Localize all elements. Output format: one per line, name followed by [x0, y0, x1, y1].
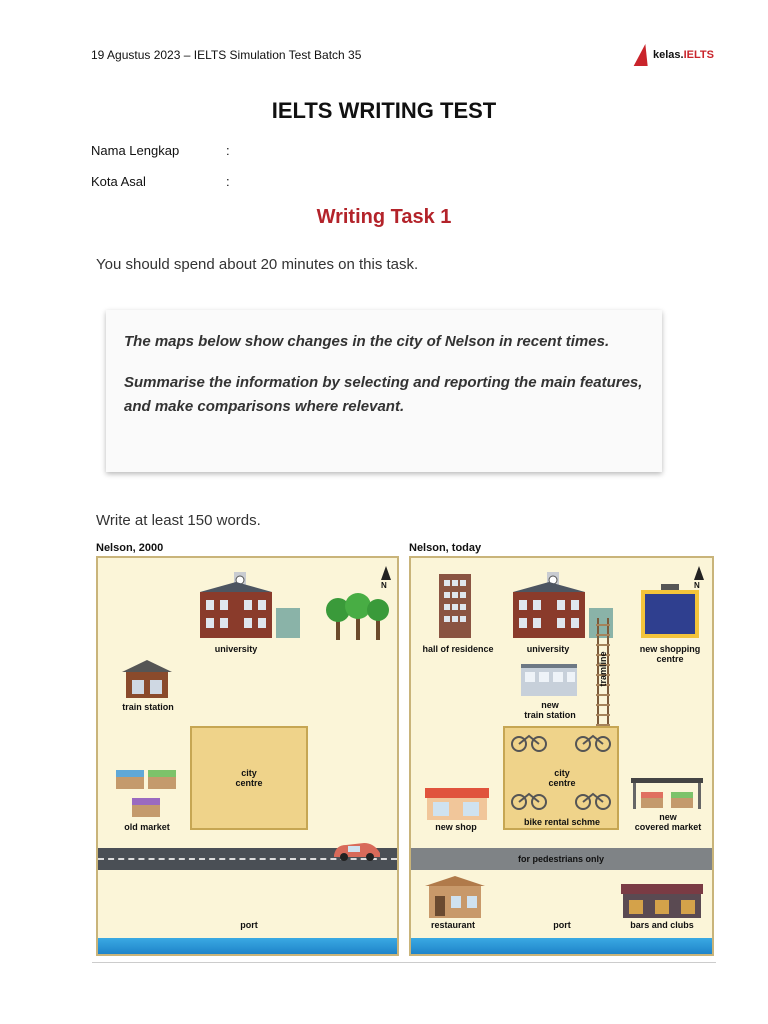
- page-divider: [92, 962, 716, 963]
- map-2000-title: Nelson, 2000: [96, 542, 164, 554]
- map-2000: [96, 556, 399, 956]
- port-label: port: [240, 920, 258, 930]
- new-shop-label: new shop: [435, 822, 477, 832]
- page-title: IELTS WRITING TEST: [271, 98, 497, 123]
- pedestrians-label: for pedestrians only: [517, 854, 605, 864]
- trees-icon: [324, 588, 390, 644]
- restaurant-label: restaurant: [430, 920, 475, 930]
- university-label: university: [526, 644, 570, 654]
- task-title: Writing Task 1: [316, 206, 452, 228]
- university-label: university: [214, 644, 258, 654]
- logo-mark-icon: [634, 44, 653, 66]
- name-field-colon: :: [226, 143, 230, 158]
- shopping-centre-icon: [639, 582, 701, 640]
- covered-market-label: new covered market: [634, 812, 702, 832]
- city-field-colon: :: [226, 174, 230, 189]
- restaurant-icon: [423, 874, 487, 920]
- task-prompt-box: [106, 310, 662, 472]
- north-arrow-icon: N: [381, 566, 391, 590]
- new-train-station-label: new train station: [524, 700, 576, 720]
- train-station-label: train station: [122, 702, 174, 712]
- tramline-label: tramline: [598, 651, 608, 687]
- city-field: [91, 174, 230, 189]
- train-station-icon: [120, 658, 174, 700]
- bars-and-clubs-icon: [619, 882, 705, 920]
- prompt-description: The maps below show changes in the city of Nelson in recent times.: [124, 333, 610, 350]
- map-today: [409, 556, 714, 956]
- kelas-ielts-logo: [636, 44, 714, 66]
- north-arrow-icon: N: [694, 566, 704, 590]
- market-stalls-icon: [112, 766, 182, 828]
- map-today-title: Nelson, today: [409, 542, 482, 554]
- new-shop-icon: [423, 786, 491, 822]
- city-centre-label: city centre: [548, 768, 576, 788]
- bars-and-clubs-label: bars and clubs: [630, 920, 694, 930]
- bike-rental-label: bike rental schme: [523, 817, 601, 827]
- shopping-centre-label: new shopping centre: [639, 644, 701, 664]
- hall-of-residence-label: hall of residence: [422, 644, 494, 654]
- logo-text: kelas.IELTS: [653, 49, 714, 61]
- old-market-label: old market: [124, 822, 170, 832]
- name-field-label: Nama Lengkap: [91, 143, 180, 158]
- university-building-icon: [196, 568, 306, 643]
- name-field: [91, 143, 230, 158]
- car-icon: [330, 837, 384, 863]
- water: [98, 938, 397, 954]
- city-field-label: Kota Asal: [91, 174, 146, 189]
- prompt-instruction: Summarise the information by selecting and reporting the main features, and make comparisons where relevant.: [124, 374, 643, 415]
- city-centre-label: city centre: [235, 768, 263, 788]
- hall-of-residence-icon: [437, 572, 473, 640]
- port-label: port: [553, 920, 571, 930]
- water: [411, 938, 712, 954]
- new-train-station-icon: [519, 662, 579, 698]
- header-date-line: 19 Agustus 2023 – IELTS Simulation Test Batch 35: [91, 48, 362, 62]
- time-instruction: You should spend about 20 minutes on this task.: [96, 256, 419, 273]
- word-instruction: Write at least 150 words.: [96, 512, 261, 529]
- covered-market-icon: [629, 776, 705, 810]
